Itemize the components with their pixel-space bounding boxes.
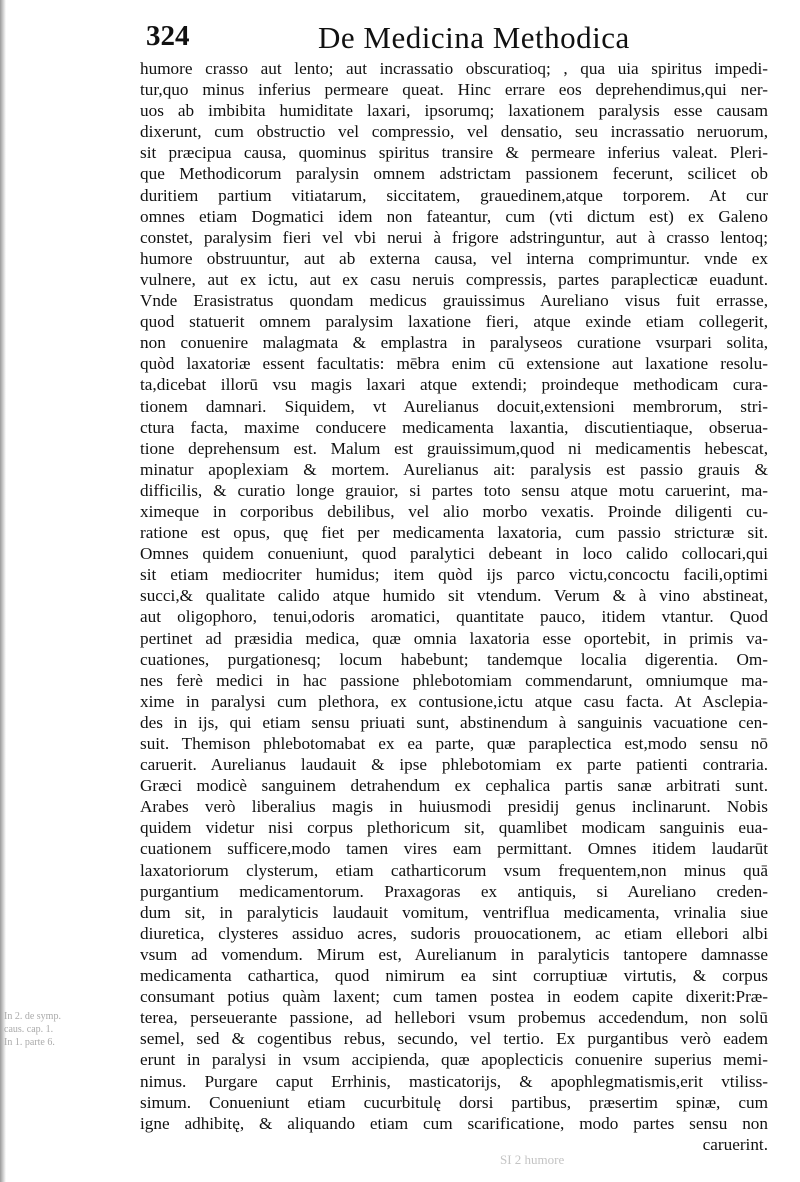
text-line: dum sit, in paralyticis laudauit vomitum, ventriflua medicamenta, vrinalia siue: [140, 902, 768, 922]
text-line: Græci modicè sanguinem detrahendum ex cephalica partis sanæ arbitrati sunt.: [140, 776, 768, 796]
text-line: quidem videtur nisi corpus plethoricum sit, quamlibet modicam sanguinis eua-: [140, 818, 768, 838]
text-line: omnes etiam Dogmatici idem non fateantur, cum (vti dictum est) ex Galeno: [140, 206, 768, 226]
body-text: [140, 58, 768, 1155]
text-line: erunt in paralysi in vsum accipienda, quæ apoplecticis conuenire superius memi-: [140, 1050, 768, 1070]
page-gutter-shadow: [0, 0, 6, 1182]
text-line: vsum ad vomendum. Mirum est, Aurelianum in paralyticis tantopere damnasse: [140, 944, 768, 964]
text-line: cuationem sufficere,modo tamen vires eam permittant. Omnes itidem laudarūt: [140, 839, 768, 859]
text-line: humore crasso aut lento; aut incrassatio obscuratioq; , qua uia spiritus impedi-: [140, 59, 768, 78]
text-line: que Methodicorum paralysin omnem adstrictam passionem fecerunt, scilicet ob: [140, 164, 768, 184]
text-line: des in ijs, qui etiam sensu priuati sunt, abstinendum à sanguinis vacuatione cen-: [140, 712, 768, 732]
text-line: pertinet ad præsidia medica, quæ omnia laxatoria esse oportebit, in primis va-: [140, 628, 768, 648]
text-line: laxatoriorum clysterum, etiam catharticorum vsum frequentem,non minus quā: [140, 860, 768, 880]
text-line: semel, sed & cogentibus rebus, secundo, vel tertio. Ex purgantibus verò eadem: [140, 1029, 768, 1049]
text-line: duritiem partium vitiatarum, siccitatem, grauedinem,atque torporem. At cur: [140, 185, 768, 205]
text-line: difficilis, & curatio longe grauior, si partes toto sensu atque motu caruerint, ma-: [140, 480, 768, 500]
page-header: [118, 14, 758, 54]
text-line: suit. Themison phlebotomabat ex ea parte, quæ paraplectica est,modo sensu nō: [140, 734, 768, 753]
text-line: quòd laxatoriæ essent facultatis: mēbra enim cū extensione aut laxatione resolu-: [140, 354, 768, 374]
text-line: nimus. Purgare caput Errhinis, masticatorijs, & apophlegmatismis,erit vtiliss-: [140, 1071, 768, 1091]
margin-note: In 1. parte 6.: [4, 1037, 55, 1048]
text-line: non conuenire malagmata & emplastra in paralyseos curatione vsurpari solita,: [140, 333, 768, 353]
text-line: tione deprehensum est. Malum est grauissimum,quod ni medicamentis hebescat,: [140, 438, 768, 458]
text-line: consumant potius quàm laxent; cum tamen postea in eodem capite dixerit:Præ-: [140, 987, 768, 1007]
text-line: sit præcipua causa, quominus spiritus transire & permeare inferius valeat. Pleri-: [140, 143, 768, 163]
text-line: quod statuerit omnem paralysim laxatione fieri, atque exinde etiam collegerit,: [140, 312, 768, 332]
bleed-through-text: SI 2 humore: [500, 1152, 565, 1167]
text-line: minatur apoplexiam & mortem. Aurelianus ait: paralysis est passio grauis &: [140, 459, 768, 479]
text-line: caruerit. Aurelianus laudauit & ipse phlebotomiam ex parte patienti contraria.: [140, 755, 768, 775]
text-line: cuationes, purgationesq; locum habebunt; tandemque localia digerentia. Om-: [140, 649, 768, 669]
text-line: nes ferè medici in hac passione phlebotomiam commendarunt, omniumque ma-: [140, 670, 768, 690]
text-line: vulnere, aut ex ictu, aut ex casu neruis compressis, partes paraplecticæ euadunt.: [140, 269, 768, 289]
text-line: aut oligophoro, tenui,odoris aromatici, quantitate pauco, itidem vtantur. Quod: [140, 607, 768, 627]
text-line: diuretica, clysteres assiduo acres, sudoris prouocationem, ac etiam ellebori albi: [140, 923, 768, 943]
text-line: ratione est opus, quę fiet per medicamenta laxatoria, cum passio stricturæ sit.: [140, 523, 768, 543]
text-line: ximeque in corporibus debilibus, vel alio morbo vexatis. Proinde diligenti cu-: [140, 501, 768, 521]
text-line: uos ab imbibita humiditate laxari, ipsorumq; laxationem paralysis esse causam: [140, 101, 768, 121]
margin-note: caus. cap. 1.: [4, 1024, 54, 1035]
text-line: medicamenta cathartica, quod nimirum ea sint corruptiuæ virtutis, & corpus: [140, 966, 768, 986]
text-line: succi,& qualitate calido atque humido sit vtendum. Verum & à vino abstineat,: [140, 586, 768, 606]
margin-note: In 2. de symp.: [4, 1011, 61, 1022]
text-line: tionem damnari. Siquidem, vt Aurelianus docuit,extensioni membrorum, stri-: [140, 396, 768, 416]
page-number: 324: [146, 20, 190, 52]
text-line: ctura facta, maxime conducere medicamenta laxantia, discutientiaque, obserua-: [140, 417, 768, 437]
text-line-final: caruerint.: [702, 1134, 768, 1154]
text-line: tur,quo minus inferius permeare queat. Hinc errare eos deprehendimus,qui ner-: [140, 80, 768, 100]
text-line: xime in paralysi cum plethora, ex contusione,ictu atque casu facta. At Asclepia-: [140, 691, 768, 711]
margin-notes: [4, 1010, 134, 1049]
text-line: humore obstruuntur, aut ab externa causa, vel interna comprimuntur. vnde ex: [140, 248, 768, 268]
text-line: purgantium medicamentorum. Praxagoras ex antiquis, si Aureliano creden-: [140, 881, 768, 901]
text-line: igne adhibitę, & aliquando etiam cum scarificatione, modo partes sensu non: [140, 1113, 768, 1133]
text-line: terea, perseuerante passione, ad hellebori vsum probemus accedendum, non solū: [140, 1008, 768, 1028]
running-head: De Medicina Methodica: [318, 20, 630, 55]
text-line: Vnde Erasistratus quondam medicus grauissimus Aureliano visus fuit errasse,: [140, 291, 768, 311]
text-line: Omnes quidem conueniunt, quod paralytici debeant in loco calido collocari,qui: [140, 544, 768, 564]
text-line: sit etiam mediocriter humidus; item quòd ijs parco victu,concoctu facili,optimi: [140, 565, 768, 585]
text-line: dixerunt, cum obstructio vel compressio, vel densatio, seu incrassatio neruorum,: [140, 122, 768, 142]
text-line: simum. Conueniunt etiam cucurbitulę dorsi partibus, præsertim spinæ, cum: [140, 1092, 768, 1112]
text-line: constet, paralysim fieri vel vbi nerui à frigore adstringuntur, aut à crasso lentoq;: [140, 227, 768, 247]
text-line: Arabes verò liberalius magis in huiusmodi presidij genus inclinarunt. Nobis: [140, 797, 768, 817]
text-line: ta,dicebat illorū vsu magis laxari atque extendi; proindeque methodicam cura-: [140, 375, 768, 395]
